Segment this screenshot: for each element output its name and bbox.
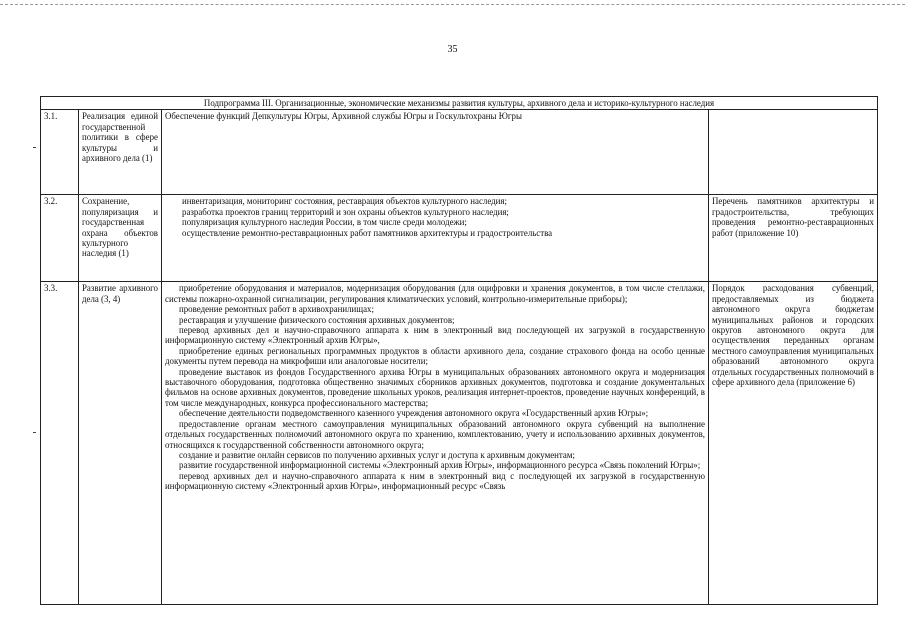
measure-content-item: проведение ремонтных работ в архивохранилищах; — [179, 304, 374, 315]
measure-content-item: обеспечение деятельности подведомственного казенного учреждения автономного округа «Государственный архив Югры»; — [179, 408, 649, 419]
measure-content-item: осуществление ремонтно-реставрационных работ памятников архитектуры и градостроительства — [182, 227, 553, 238]
measure-content — [162, 282, 709, 605]
measure-content-item: создание и развитие онлайн сервисов по получению архивных услуг и доступа к архивным документам; — [179, 449, 575, 460]
measure-content-item: приобретение оборудования и материалов, модернизация оборудования (для оцифровки и хранения документов, в том числе стеллажи, системы пожарно-охранной сигнализации, регулирования климатических условий, контрольно-измерительные приборы); — [165, 283, 705, 304]
measure-document — [709, 110, 878, 195]
measure-content-item: предоставление органам местного самоуправления муниципальных образований автономного округа субвенций на выполнение отдельных государственных полномочий автономного округа по хранению, комплектованию, учету и использованию архивных документов, относящихся к государственной собственности автономного округа; — [165, 418, 705, 450]
table-row — [41, 110, 878, 195]
measure-content-item: инвентаризация, мониторинг состояния, реставрация объектов культурного наследия; — [182, 196, 507, 207]
measure-content-item: перевод архивных дел и научно-справочного аппарата к ним в электронный вид последующей их загрузкой в государственную информационную систему «Электронный архив Югры», — [165, 325, 705, 346]
measure-number: 3.1. — [41, 110, 79, 195]
margin-mark — [33, 147, 36, 148]
measure-name: Сохранение, популяризация и государственная охрана объектов культурного наследия (1) — [79, 195, 162, 282]
measure-content-item: перевод архивных дел и научно-справочного аппарата к ним в электронный вид с последующей их загрузкой в государственную информационную систему «Электронный архив Югры», информационный ресурс «Связь — [165, 470, 705, 492]
page-number: 35 — [447, 44, 458, 55]
subprogram-title: Подпрограмма III. Организационные, экономические механизмы развития культуры, архивного дела и историко-культурного наследия — [41, 97, 878, 110]
measure-number: 3.2. — [41, 195, 79, 282]
measure-content-item: приобретение единых региональных программных продуктов в области архивного дела, создание страхового фонда на особо ценные документы путем перевода на микрофиши или аналоговые носители; — [165, 345, 705, 367]
measure-content-item: развитие государственной информационной системы «Электронный архив Югры», информационного ресурса «Связь поколений Югры»; — [179, 460, 701, 471]
program-measures-table — [40, 96, 878, 605]
measure-content-item: разработка проектов границ территорий и зон охраны объектов культурного наследия; — [182, 206, 509, 217]
measure-document: Перечень памятников архитектуры и градостроительства, требующих проведения ремонтно-реставрационных работ (приложение 10) — [709, 195, 878, 282]
measure-content-item: проведение выставок из фондов Государственного архива Югры в муниципальных образованиях автономного округа и модернизация выставочного оборудования, подготовка общественно значимых сборников архивных документов, подготовка и создание документальных фильмов на основе архивных документов, проведение школьных уроков, реализация интернет-проектов, проведение научных конференций, в том числе международных, конкурса профессионального мастерства; — [165, 366, 705, 408]
scan-top-edge — [0, 4, 905, 5]
measure-content-item: Обеспечение функций Депкультуры Югры, Архивной службы Югры и Госкультохраны Югры — [165, 111, 522, 122]
measure-name: Реализация единой государственной политики в сфере культуры и архивного дела (1) — [79, 110, 162, 195]
measure-content-item: популяризация культурного наследия России, в том числе среди молодежи; — [182, 217, 467, 228]
measure-name: Развитие архивного дела (3, 4) — [79, 282, 162, 605]
measure-content — [162, 195, 709, 282]
margin-mark — [33, 432, 36, 433]
subprogram-header-row — [41, 97, 878, 110]
measure-number: 3.3. — [41, 282, 79, 605]
table-row — [41, 195, 878, 282]
measure-document: Порядок расходования субвенций, предоставляемых из бюджета автономного округа бюджетам муниципальных районов и городских округов автономного округа для осуществления переданных органам местного самоуправления муниципальных образований автономного округа отдельных государственных полномочий в сфере архивного дела (приложение 6) — [709, 282, 878, 605]
table-row — [41, 282, 878, 605]
measure-content — [162, 110, 709, 195]
measure-content-item: реставрация и улучшение физического состояния архивных документов; — [179, 314, 455, 325]
